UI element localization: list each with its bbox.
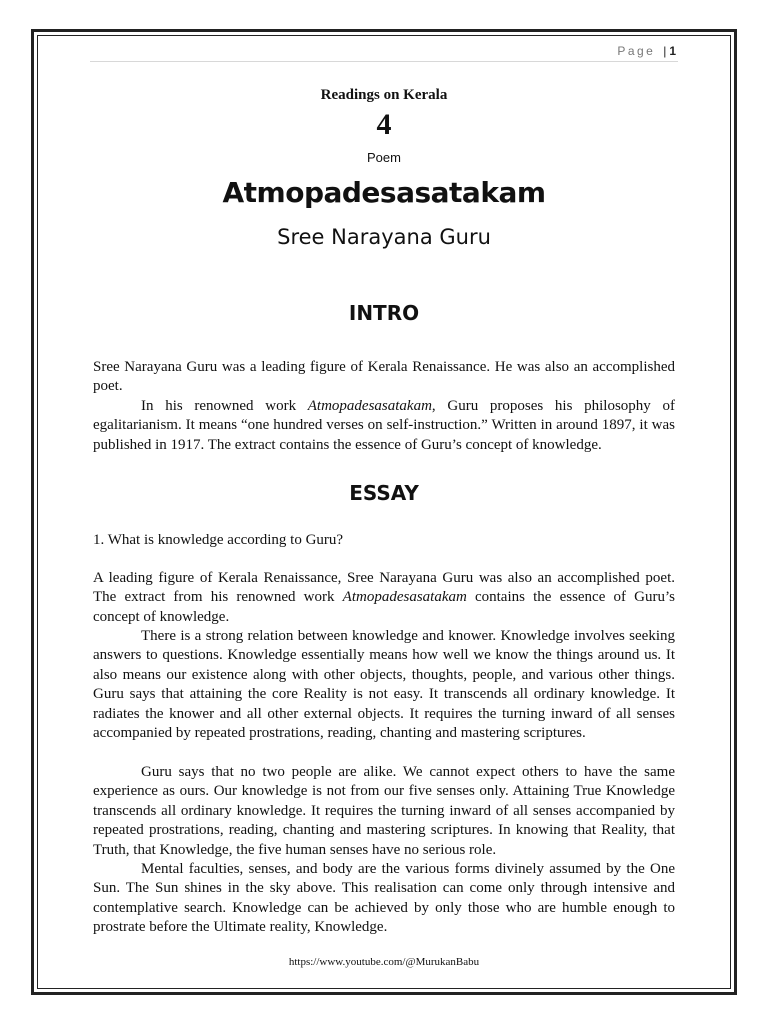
page-word: Page [617,44,656,58]
work-title-italic: Atmopadesasatakam [307,398,432,414]
poem-title: Atmopadesasatakam [222,176,546,209]
reading-number: 4 [376,108,392,141]
page-number: 1 [669,44,676,58]
series-title: Readings on Kerala [320,87,448,103]
header-rule [90,61,678,62]
intro-heading: INTRO [348,301,420,325]
intro-paragraph-2 [93,397,675,455]
essay-para1-before: A leading figure of Kerala Renaissance, Sree Narayana Guru was also an accomplished poet. The extract from his renowned work [93,570,675,606]
author-name: Sree Narayana Guru [277,225,491,249]
essay-heading: ESSAY [349,481,419,505]
essay-paragraph-4: Mental faculties, senses, and body are the various forms divinely assumed by the One Sun. The Sun shines in the sky above. This realisation can come only through intensive and contemplative search. Knowledge can be achieved by only those who are humble enough to prostrate before the Ultimate reality, Knowledge. [93,861,675,936]
essay-question: 1. What is knowledge according to Guru? [93,532,344,548]
intro-para2-after: , Guru proposes his philosophy of egalitarianism. It means “one hundred verses on self-instruction.” Written in around 1897, it was published in 1917. The extract contains the essence of Guru’s concept of knowledge. [93,398,675,453]
page-separator: | [663,44,667,58]
intro-paragraph-1: Sree Narayana Guru was a leading figure of Kerala Renaissance. He was also an accomplished poet. [93,359,675,395]
essay-paragraph-3: Guru says that no two people are alike. We cannot expect others to have the same experience as ours. Our knowledge is not from our five senses only. Attaining True Knowledge transcends all ordinary knowledge. It requires the turning inward of all senses accompanied by repeated prostrations, reading, chanting and mastering scriptures. In knowing that Reality, that Truth, that Knowledge, the five human senses have no serious role. [93,764,675,858]
work-title-italic: Atmopadesasatakam [342,589,467,606]
genre-label: Poem [367,150,401,165]
page-header [617,44,676,58]
footer-url: https://www.youtube.com/@MurukanBabu [288,956,480,968]
essay-para1-after: contains the essence of Guru’s concept of knowledge. [93,589,675,625]
essay-paragraph-2: There is a strong relation between knowledge and knower. Knowledge involves seeking answers to questions. Knowledge essentially means how well we know the things around us. It also means our existence along with other objects, thoughts, people, and various other things. Guru says that attaining the core Reality is not easy. It transcends all ordinary knowledge. It radiates the knower and all other external objects. It requires the turning inward of all senses accompanied by repeated prostrations, reading, chanting and mastering scriptures. [93,628,675,742]
essay-paragraph-1 [93,569,675,627]
intro-para2-before: In his renowned work [141,398,308,414]
